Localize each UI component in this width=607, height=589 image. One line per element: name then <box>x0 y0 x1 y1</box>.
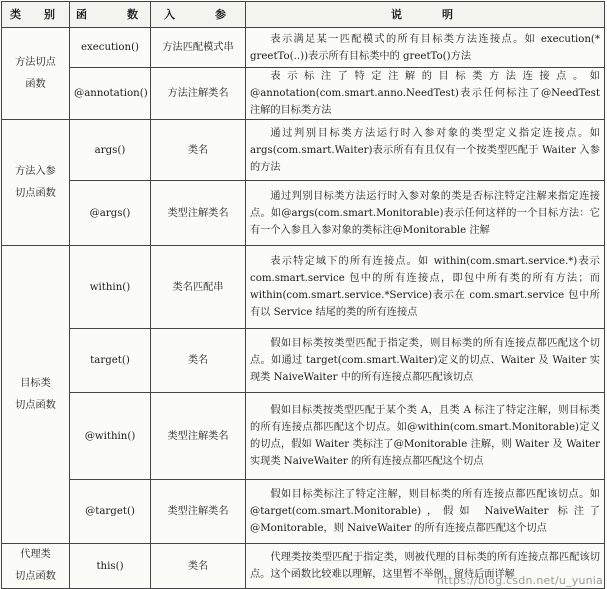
table-row <box>2 181 605 246</box>
param-cell: 类型注解类名 <box>151 393 246 480</box>
header-param: 入 参 <box>151 2 246 28</box>
header-category: 类 别 <box>2 2 70 28</box>
param-cell: 类名 <box>151 120 246 181</box>
category-cell: 方法切点 函数 <box>2 28 70 120</box>
function-cell: @args() <box>70 181 151 246</box>
function-cell: args() <box>70 120 151 181</box>
description-cell: 表示满足某一匹配模式的所有目标类方法连接点。如 execution(* greetTo(..))表示所有目标类中的 greetTo()方法 <box>246 28 605 68</box>
header-description: 说 明 <box>246 2 605 28</box>
table-row <box>2 393 605 480</box>
header-row <box>2 2 605 28</box>
function-cell: target() <box>70 329 151 393</box>
param-cell: 类型注解类名 <box>151 480 246 544</box>
table-row <box>2 246 605 329</box>
function-cell: this() <box>70 544 151 589</box>
function-cell: @target() <box>70 480 151 544</box>
description-cell: 假如目标类按类型匹配于指定类，则目标类的所有连接点都匹配这个切点。如通过 target(com.smart.Waiter)定义的切点、Waiter 及 Waiter 实现类 NaiveWaiter 中的所有连接点都匹配该切点 <box>246 329 605 393</box>
table-row <box>2 120 605 181</box>
table-row <box>2 480 605 544</box>
header-function: 函 数 <box>70 2 151 28</box>
param-cell: 类名 <box>151 329 246 393</box>
category-cell: 目标类 切点函数 <box>2 246 70 544</box>
param-cell: 类型注解类名 <box>151 181 246 246</box>
function-cell: execution() <box>70 28 151 68</box>
table-row <box>2 68 605 120</box>
description-cell: 假如目标类按类型匹配于某个类 A，且类 A 标注了特定注解，则目标类的所有连接点都匹配这个切点。如@within(com.smart.Monitorable)定义的切点，假如 Waiter 类标注了@Monitorable 注解，则 Waiter 及 Waiter 实现类 NaiveWaiter 的所有连接点都匹配这个切点 <box>246 393 605 480</box>
param-cell: 类名 <box>151 544 246 589</box>
pointcut-function-table <box>1 1 605 589</box>
watermark: https://blog.csdn.net/u_yunia <box>436 574 603 587</box>
category-cell: 方法入参 切点函数 <box>2 120 70 246</box>
param-cell: 方法匹配模式串 <box>151 28 246 68</box>
description-cell: 表示标注了特定注解的目标类方法连接点。如@annotation(com.smart.anno.NeedTest)表示任何标注了@NeedTest 注解的目标类方法 <box>246 68 605 120</box>
param-cell: 类名匹配串 <box>151 246 246 329</box>
function-cell: @within() <box>70 393 151 480</box>
function-cell: @annotation() <box>70 68 151 120</box>
description-cell: 代理类按类型匹配于指定类，则被代理的目标类的所有连接点都匹配该切点。这个函数比较难以理解，这里暂不举例，留待后面详解 <box>246 544 605 589</box>
description-cell: 表示特定域下的所有连接点。如 within(com.smart.service.*)表示 com.smart.service 包中的所有连接点，即包中所有类的所有方法；而 within(com.smart.service.*Service)表示在 com.smart.service 包中所有以 Service 结尾的类的所有连接点 <box>246 246 605 329</box>
description-cell: 通过判别目标类方法运行时入参对象的类是否标注特定注解来指定连接点。如@args(com.smart.Monitorable)表示任何这样的一个目标方法：它有一个入参且入参对象的类标注@Monitorable 注解 <box>246 181 605 246</box>
table-row <box>2 28 605 68</box>
description-cell: 通过判别目标类方法运行时入参对象的类型定义指定连接点。如 args(com.smart.Waiter)表示所有有且仅有一个按类型匹配于 Waiter 入参的方法 <box>246 120 605 181</box>
table-row <box>2 329 605 393</box>
param-cell: 方法注解类名 <box>151 68 246 120</box>
category-cell: 代理类 切点函数 <box>2 544 70 589</box>
description-cell: 假如目标类标注了特定注解，则目标类的所有连接点都匹配该切点。如@target(com.smart.Monitorable)，假如 NaiveWaiter 标注了@Monitorable，则 NaiveWaiter 的所有连接点都匹配这个切点 <box>246 480 605 544</box>
function-cell: within() <box>70 246 151 329</box>
